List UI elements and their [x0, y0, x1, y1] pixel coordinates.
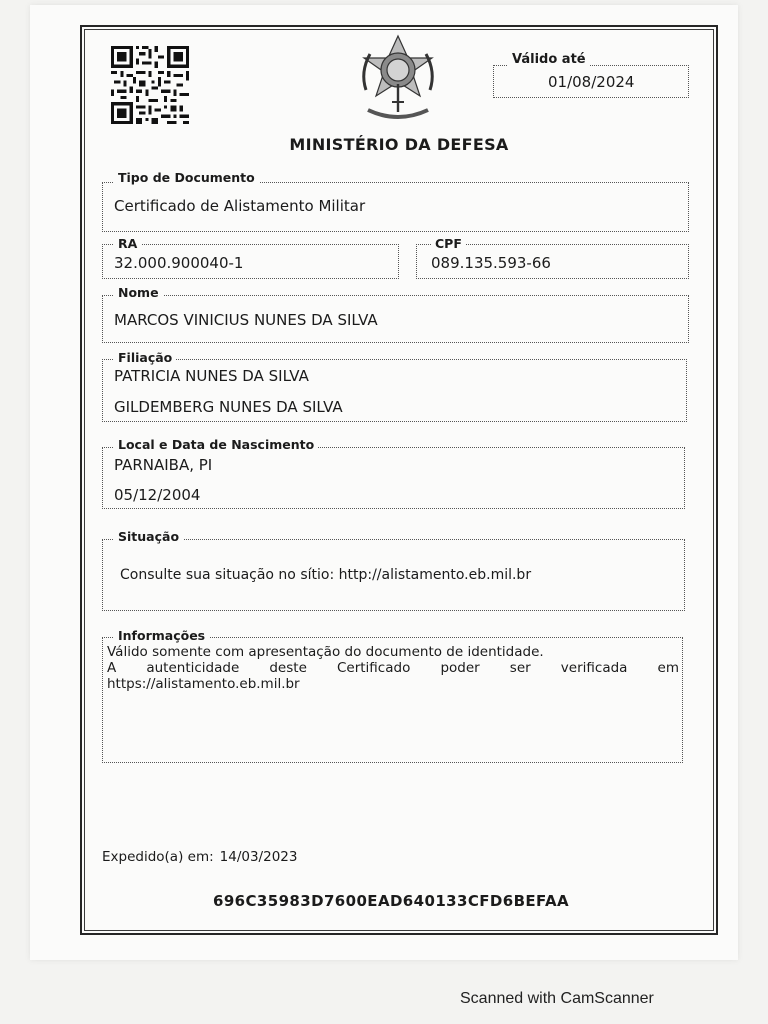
document-type-value: Certificado de Alistamento Militar	[114, 197, 366, 215]
coat-of-arms-icon	[352, 32, 444, 130]
cpf-value: 089.135.593-66	[431, 254, 551, 272]
birth-date: 05/12/2004	[114, 486, 201, 504]
info-line-3: https://alistamento.eb.mil.br	[107, 676, 300, 692]
status-value: Consulte sua situação no sítio: http://alistamento.eb.mil.br	[120, 567, 532, 583]
scanner-watermark: Scanned with CamScanner	[460, 990, 654, 1007]
ministry-title: MINISTÉRIO DA DEFESA	[289, 135, 509, 154]
issued-value: 14/03/2023	[219, 849, 298, 865]
cpf-label: CPF	[431, 236, 466, 251]
status-label: Situação	[114, 529, 183, 544]
valid-until-value: 01/08/2024	[548, 73, 635, 91]
info-label: Informações	[114, 628, 209, 643]
parents-label: Filiação	[114, 350, 176, 365]
birth-label: Local e Data de Nascimento	[114, 437, 318, 452]
name-value: MARCOS VINICIUS NUNES DA SILVA	[114, 311, 378, 329]
document-type-label: Tipo de Documento	[114, 170, 259, 185]
info-line-1: Válido somente com apresentação do documento de identidade.	[107, 644, 544, 660]
info-line-2: A autenticidade deste Certificado poder ser verificada em	[107, 660, 679, 676]
father-name: GILDEMBERG NUNES DA SILVA	[114, 398, 343, 416]
name-label: Nome	[114, 285, 163, 300]
ra-label: RA	[114, 236, 141, 251]
issued-label: Expedido(a) em:	[102, 849, 214, 865]
ra-value: 32.000.900040-1	[114, 254, 244, 272]
valid-until-label: Válido até	[508, 52, 590, 67]
info-text	[107, 644, 679, 692]
qr-code-icon	[110, 46, 190, 124]
birth-place: PARNAIBA, PI	[114, 456, 213, 474]
verification-hash: 696C35983D7600EAD640133CFD6BEFAA	[213, 892, 569, 910]
mother-name: PATRICIA NUNES DA SILVA	[114, 367, 309, 385]
issued-date	[102, 849, 297, 865]
